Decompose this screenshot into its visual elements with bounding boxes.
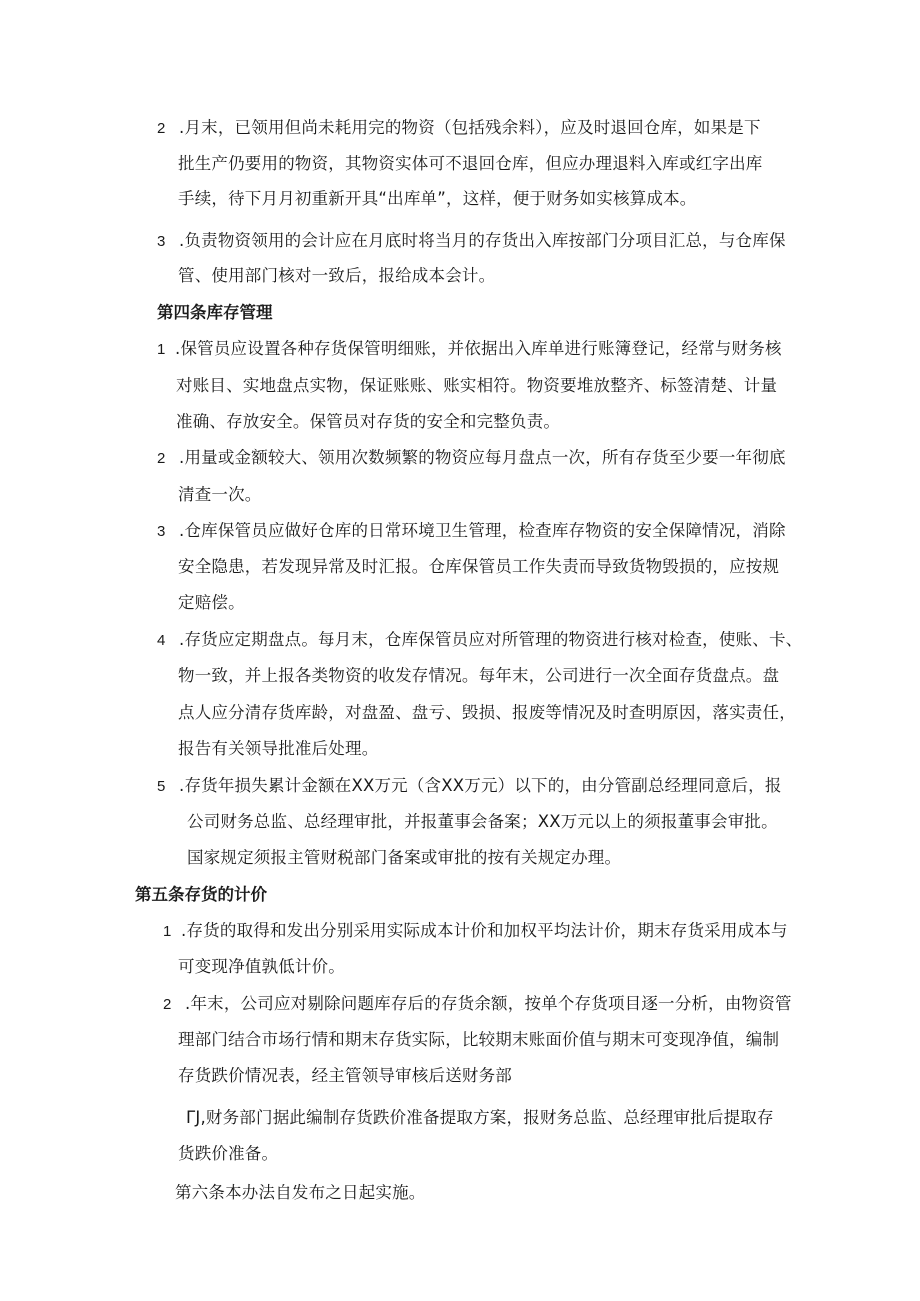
s3-item2-line3: 手续，待下月月初重新开具“出库单”，这样，便于财务如实核算成本。 [178, 189, 697, 208]
s5-item2-line3: 存货跌价情况表，经主管领导审核后送财务部 [178, 1066, 512, 1085]
section6-text: 第六条本办法自发布之日起实施。 [175, 1183, 426, 1202]
list-number: 5 [157, 778, 166, 795]
list-number: 1 [163, 923, 172, 940]
s3-item3-line2: 管、使用部门核对一致后，报给成本会计。 [178, 266, 496, 285]
list-number: 4 [157, 632, 166, 649]
s5-item3-line1: ΓJ,财务部门据此编制存货跌价准备提取方案，报财务总监、总经理审批后提取存 [186, 1108, 774, 1127]
s4-item1-line3: 准确、存放安全。保管员对存货的安全和完整负责。 [176, 412, 561, 431]
s3-item2-line1: 2 .月末，已领用但尚未耗用完的物资（包括残余料），应及时退回仓库，如果是下 [157, 117, 761, 140]
list-number: 2 [157, 120, 166, 137]
s4-item4-line2: 物一致，并上报各类物资的收发存情况。每年末，公司进行一次全面存货盘点。盘 [178, 666, 780, 685]
s4-item1-line2: 对账目、实地盘点实物，保证账账、账实相符。物资要堆放整齐、标签清楚、计量 [176, 376, 778, 395]
s4-item1-line1: 1 .保管员应设置各种存货保管明细账，并依据出入库单进行账簿登记，经常与财务核 [157, 338, 782, 361]
s4-item3-line2: 安全隐患，若发现异常及时汇报。仓库保管员工作失责而导致货物毁损的，应按规 [178, 557, 780, 576]
s4-item4-line3: 点人应分清存货库龄，对盘盈、盘亏、毁损、报废等情况及时查明原因，落实责任， [178, 703, 796, 722]
s4-item5-line3: 国家规定须报主管财税部门备案或审批的按有关规定办理。 [187, 848, 622, 867]
s5-item1-line1: 1 .存货的取得和发出分别采用实际成本计价和加权平均法计价，期末存货采用成本与 [163, 920, 788, 943]
s4-item2-line2: 清查一次。 [178, 485, 262, 504]
s3-item3-line1: 3 .负责物资领用的会计应在月底时将当月的存货出入库按部门分项目汇总，与仓库保 [157, 230, 786, 253]
s4-item2-line1: 2 .用量或金额较大、领用次数频繁的物资应每月盘点一次，所有存货至少要一年彻底 [157, 447, 786, 470]
s5-item2-line1: 2 .年末，公司应对剔除问题库存后的存货余额，按单个存货项目逐一分析，由物资管 [163, 993, 792, 1016]
section5-title: 第五条存货的计价 [135, 885, 267, 904]
s4-item4-line1: 4 .存货应定期盘点。每月末，仓库保管员应对所管理的物资进行核对检查，使账、卡、 [157, 629, 802, 652]
section4-title: 第四条库存管理 [157, 303, 273, 322]
s4-item5-line1: 5 .存货年损失累计金额在XX万元（含XX万元）以下的，由分管副总经理同意后，报 [157, 775, 782, 798]
list-number: 2 [163, 996, 172, 1013]
s5-item1-line2: 可变现净值孰低计价。 [178, 957, 345, 976]
s5-item2-line2: 理部门结合市场行情和期末存货实际，比较期末账面价值与期末可变现净值，编制 [178, 1030, 780, 1049]
s4-item3-line3: 定赔偿。 [178, 593, 245, 612]
s5-item3-line2: 货跌价准备。 [178, 1144, 279, 1163]
s4-item3-line1: 3 .仓库保管员应做好仓库的日常环境卫生管理，检查库存物资的安全保障情况，消除 [157, 520, 786, 543]
s3-item2-line2: 批生产仍要用的物资，其物资实体可不退回仓库，但应办理退料入库或红字出库 [178, 154, 763, 173]
list-number: 1 [157, 341, 166, 358]
list-number: 2 [157, 450, 166, 467]
s4-item4-line4: 报告有关领导批准后处理。 [178, 739, 379, 758]
list-number: 3 [157, 523, 166, 540]
list-number: 3 [157, 233, 166, 250]
s4-item5-line2: 公司财务总监、总经理审批，并报董事会备案；XX万元以上的须报董事会审批。 [187, 812, 778, 831]
